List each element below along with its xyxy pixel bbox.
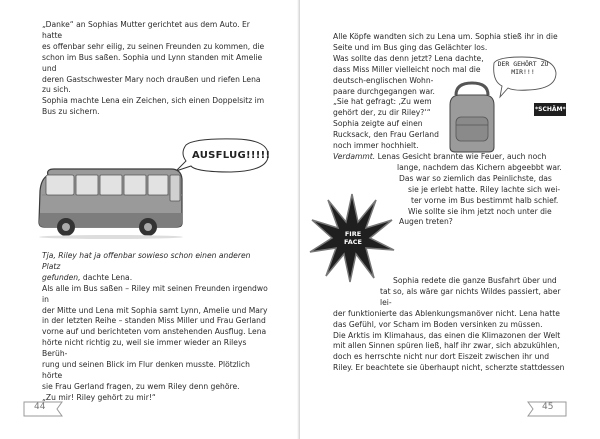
speech-bubble-text: DER GEHÖRT ZU MIR!!!: [497, 60, 549, 76]
text-line: Sophia redete die ganze Busfahrt über und: [393, 276, 557, 285]
text-line: Riley. Er beachtete sie überhaupt nicht, scherzte stattdessen: [333, 363, 565, 373]
text-line: tat so, als wäre gar nichts Wildes passiert, aber lei-: [380, 286, 561, 307]
text-line: vorne auf und berichteten vom anstehenden Ausflug. Lena: [42, 327, 267, 337]
text-line: hörte nicht richtig zu, weil sie immer wieder an Rileys Berüh-: [42, 338, 247, 359]
text-line: paare durchgegangen war.: [333, 86, 435, 96]
left-paragraph-2: [42, 251, 270, 404]
text-line: Wie sollte sie ihm jetzt noch unter die: [408, 206, 552, 216]
italic-text: gefunden,: [42, 272, 81, 282]
text-line: Das war so ziemlich das Peinlichste, das: [399, 173, 552, 183]
text-line: das Gefühl, vor Scham im Boden versinken zu müssen.: [333, 319, 543, 329]
italic-text: Verdammt.: [333, 152, 376, 161]
text-line: sie je erlebt hatte. Riley lachte sich wei-: [408, 184, 561, 194]
text-line: dass Miss Miller vielleicht noch mal die: [333, 64, 481, 74]
text-line: Als alle im Bus saßen – Riley mit seinen Freunden irgendwo in: [42, 283, 268, 304]
text-line: „Sie hat gefragt: ‚Zu wem: [333, 97, 432, 107]
text-line: mit allen Sinnen spüren ließ, half ihr zwar, sich abzukühlen,: [333, 341, 560, 351]
scham-label: *SCHÄM*: [535, 106, 566, 113]
text-line: schon im Bus saßen. Sophia und Lynn standen mit Amelie und: [42, 52, 263, 73]
text-line: doch es herrschte nicht nur dort Eiszeit zwischen ihr und: [333, 352, 550, 362]
page-number: 44: [34, 402, 46, 412]
right-page: [300, 0, 600, 439]
text-line: lange, nachdem das Kichern abgeebbt war.: [397, 162, 562, 172]
text-line: Die Arktis im Klimahaus, das einen die Klimazonen der Welt: [333, 330, 561, 340]
text-line: Rucksack, den Frau Gerland: [333, 130, 439, 140]
page-number: 45: [542, 402, 554, 412]
text-line: gehört der, zu dir Riley?‘“: [333, 108, 431, 118]
text-line: sie Frau Gerland fragen, zu wem Riley denn gehöre.: [42, 381, 240, 391]
text-line: deren Gastschwester Mary noch draußen und riefen Lena: [42, 74, 261, 84]
text-line: zu sich.: [42, 85, 71, 95]
text-line: deutsch-englischen Wohn-: [333, 75, 434, 85]
text-line: noch immer hochhielt.: [333, 141, 419, 151]
text-line: es offenbar sehr eilig, zu seinen Freunden zu kommen, die: [42, 41, 265, 51]
text-line: Tja, Riley hat ja offenbar sowieso schon einen anderen Platz: [42, 251, 251, 271]
text-line: Sophia machte Lena ein Zeichen, sich einen Doppelsitz im: [42, 96, 265, 106]
text-line: rung und seinen Blick im Flur denken musste. Plötzlich hörte: [42, 360, 250, 380]
page-number-tab-left: [22, 398, 64, 420]
bus-speech-text: AUSFLUG!!!!!: [192, 150, 271, 161]
text-line: Seite und im Bus ging das Gelächter los.: [333, 42, 488, 52]
text-line: Bus zu sichern.: [42, 107, 100, 117]
text-line: ter vorne im Bus bestimmt halb schief.: [411, 195, 559, 205]
text-line: Alle Köpfe wandten sich zu Lena um. Sophia stieß ihr in die: [333, 32, 558, 41]
text-line: „Danke“ an Sophias Mutter gerichtet aus dem Auto. Er hatte: [42, 20, 250, 40]
text-fragment: dachte Lena.: [80, 272, 133, 282]
text-line: der Mitte und Lena mit Sophia samt Lynn, Amelie und Mary: [42, 305, 268, 315]
page-number-tab-right: [526, 398, 568, 420]
fire-face-text: FIRE FACE: [344, 230, 362, 246]
text-fragment: Lenas Gesicht brannte wie Feuer, auch noch: [375, 152, 547, 161]
text-line: Was sollte das denn jetzt? Lena dachte,: [333, 53, 484, 63]
text-line: in der letzten Reihe – standen Miss Miller und Frau Gerland: [42, 316, 266, 326]
text-line: Sophia zeigte auf einen: [333, 119, 423, 129]
text-line: Augen treten?: [399, 217, 453, 227]
text-line: „Zu mir! Riley gehört zu mir!“: [42, 392, 156, 402]
left-paragraph-1: [42, 20, 270, 118]
right-paragraph-3: [333, 276, 565, 374]
text-line: der funktionierte das Ablenkungsmanöver nicht. Lena hatte: [333, 308, 560, 318]
